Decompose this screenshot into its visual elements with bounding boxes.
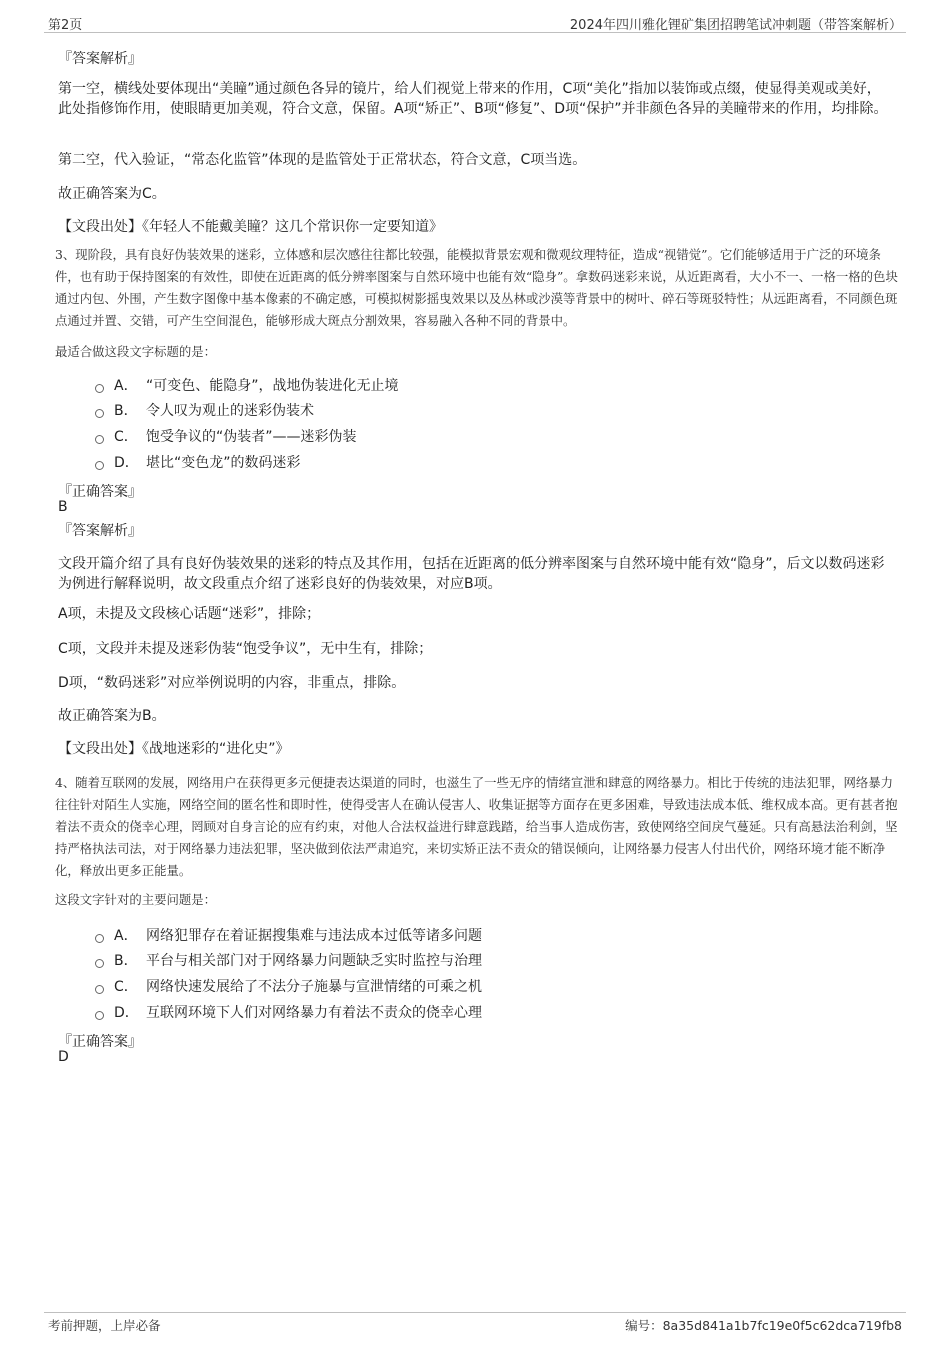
question-4-option-c[interactable]: C． 网络快速发展给了不法分子施暴与宣泄情绪的可乘之机	[95, 976, 482, 996]
question-4-option-d[interactable]: D． 互联网环境下人们对网络暴力有着法不责众的侥幸心理	[95, 1002, 482, 1022]
question-4-prompt: 这段文字针对的主要问题是：	[55, 892, 217, 907]
analysis-conclusion: 故正确答案为B。	[58, 708, 166, 724]
page-footer	[44, 1312, 906, 1335]
question-3-option-d[interactable]: D． 堪比“变色龙”的数码迷彩	[95, 452, 301, 472]
radio-icon[interactable]	[95, 959, 104, 968]
radio-icon[interactable]	[95, 384, 104, 393]
source-citation: 【文段出处】《年轻人不能戴美瞳？这几个常识你一定要知道》	[58, 219, 443, 235]
analysis-tag: 『答案解析』	[58, 523, 142, 539]
radio-icon[interactable]	[95, 934, 104, 943]
document-title: 2024年四川雅化锂矿集团招聘笔试冲刺题（带答案解析）	[569, 18, 902, 33]
document-id: 编号：8a35d841a1b7fc19e0f5c62dca719fb8	[625, 1318, 902, 1333]
correct-answer: B	[58, 499, 68, 515]
page-number: 第2页	[48, 18, 83, 33]
analysis-paragraph: 第一空，横线处要体现出“美瞳”通过颜色各异的镜片，给人们视觉上带来的作用，C项“美化”指加以装饰或点缀，使显得美观或美好，此处指修饰作用，使眼睛更加美观，符合文意，保留。A项“矫正”、B项“修复”、D项“保护”并非颜色各异的美瞳带来的作用，均排除。	[58, 81, 888, 117]
analysis-paragraph: A项，未提及文段核心话题“迷彩”，排除；	[58, 606, 321, 622]
question-3-option-b[interactable]: B． 令人叹为观止的迷彩伪装术	[95, 400, 314, 420]
question-3-option-c[interactable]: C． 饱受争议的“伪装者”——迷彩伪装	[95, 426, 357, 446]
question-4-text: 4、随着互联网的发展，网络用户在获得更多元便捷表达渠道的同时，也滋生了一些无序的情绪宣泄和肆意的网络暴力。相比于传统的违法犯罪，网络暴力往往针对陌生人实施，网络空间的匿名性和即时性，使得受害人在确认侵害人、收集证据等方面存在更多困难，导致违法成本低、维权成本高。更有甚者抱着法不责众的侥幸心理，罔顾对自身言论的应有约束，对他人合法权益进行肆意践踏，给当事人造成伤害，致使网络空间戾气蔓延。只有高悬法治利剑，坚持严格执法司法，对于网络暴力违法犯罪，坚决做到依法严肃追究，来切实矫正法不责众的错误倾向，让网络暴力侵害人付出代价，网络环境才能不断净化，释放出更多正能量。	[55, 775, 898, 878]
radio-icon[interactable]	[95, 435, 104, 444]
page-header	[44, 12, 906, 33]
source-citation: 【文段出处】《战地迷彩的“进化史”》	[58, 741, 290, 757]
question-3-text: 3、现阶段，具有良好伪装效果的迷彩，立体感和层次感往往都比较强，能模拟背景宏观和微观纹理特征，造成“视错觉”。它们能够适用于广泛的环境条件，也有助于保持图案的有效性，即使在近距离的低分辨率图案与自然环境中也能有效“隐身”。拿数码迷彩来说，从近距离看，大小不一、一格一格的色块通过内包、外围，产生数字图像中基本像素的不确定感，可模拟树影摇曳效果以及丛林或沙漠等背景中的树叶、碎石等斑驳特性；从远距离看，不同颜色斑点通过并置、交错，可产生空间混色，能够形成大斑点分割效果，容易融入各种不同的背景中。	[55, 247, 898, 328]
radio-icon[interactable]	[95, 409, 104, 418]
question-4-option-b[interactable]: B． 平台与相关部门对于网络暴力问题缺乏实时监控与治理	[95, 950, 482, 970]
correct-answer: D	[58, 1049, 69, 1065]
correct-answer-tag: 『正确答案』	[58, 1034, 142, 1050]
analysis-conclusion: 故正确答案为C。	[58, 186, 166, 202]
question-3-option-a[interactable]: A． “可变色、能隐身”，战地伪装进化无止境	[95, 375, 399, 395]
radio-icon[interactable]	[95, 985, 104, 994]
question-3-prompt: 最适合做这段文字标题的是：	[55, 344, 217, 359]
analysis-paragraph: C项，文段并未提及迷彩伪装“饱受争议”，无中生有，排除；	[58, 641, 433, 657]
analysis-paragraph: 文段开篇介绍了具有良好伪装效果的迷彩的特点及其作用，包括在近距离的低分辨率图案与自然环境中能有效“隐身”，后文以数码迷彩为例进行解释说明，故文段重点介绍了迷彩良好的伪装效果，对应B项。	[58, 556, 885, 592]
footer-slogan: 考前押题，上岸必备	[48, 1318, 161, 1333]
question-4-option-a[interactable]: A． 网络犯罪存在着证据搜集难与违法成本过低等诸多问题	[95, 925, 482, 945]
correct-answer-tag: 『正确答案』	[58, 484, 142, 500]
radio-icon[interactable]	[95, 1011, 104, 1020]
analysis-paragraph: 第二空，代入验证，“常态化监管”体现的是监管处于正常状态，符合文意，C项当选。	[58, 152, 587, 168]
radio-icon[interactable]	[95, 461, 104, 470]
analysis-tag: 『答案解析』	[58, 51, 142, 67]
analysis-paragraph: D项，“数码迷彩”对应举例说明的内容，非重点，排除。	[58, 675, 406, 691]
